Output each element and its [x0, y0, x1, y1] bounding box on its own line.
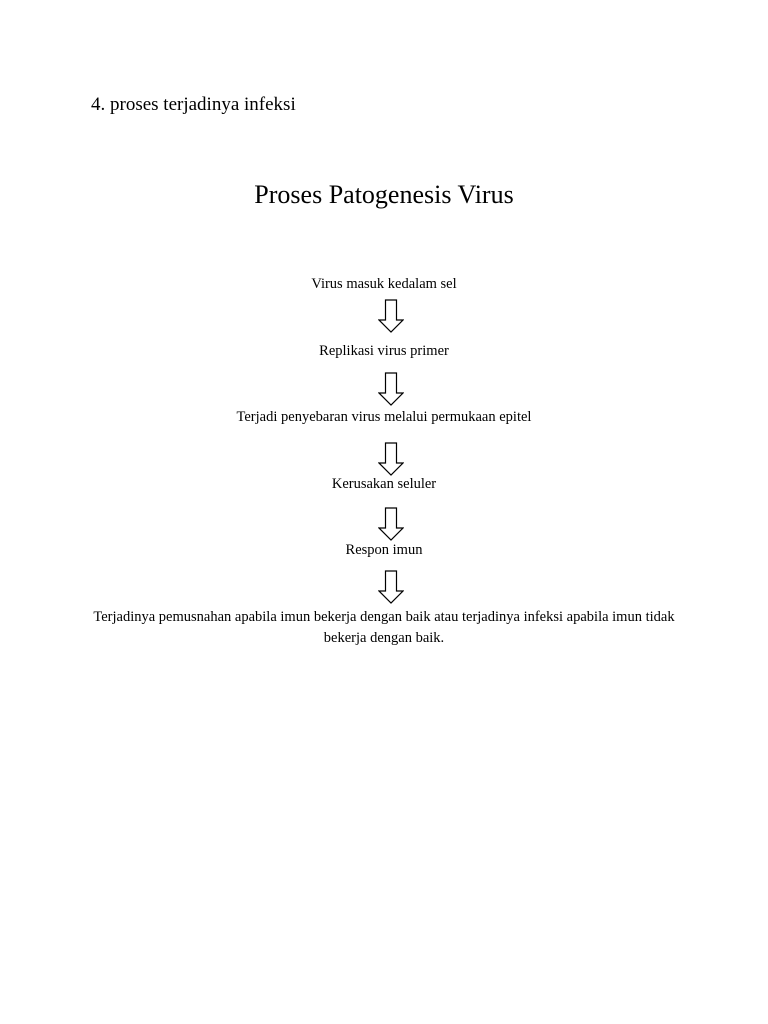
section-heading: 4. proses terjadinya infeksi [91, 94, 296, 115]
down-arrow-icon [378, 442, 404, 476]
down-arrow-icon [378, 570, 404, 604]
flow-step-2: Replikasi virus primer [319, 343, 449, 359]
flow-step-1: Virus masuk kedalam sel [311, 276, 457, 292]
diagram-title: Proses Patogenesis Virus [254, 180, 514, 209]
down-arrow-icon [378, 299, 404, 333]
flow-step-5: Respon imun [345, 542, 423, 558]
flow-step-6: Terjadinya pemusnahan apabila imun bekerja dengan baik atau terjadinya infeksi apabila imun tidak bekerja dengan baik. [93, 609, 675, 646]
flow-step-3: Terjadi penyebaran virus melalui permukaan epitel [236, 409, 532, 425]
down-arrow-icon [378, 372, 404, 406]
down-arrow-icon [378, 507, 404, 541]
flow-step-4: Kerusakan seluler [331, 476, 437, 492]
